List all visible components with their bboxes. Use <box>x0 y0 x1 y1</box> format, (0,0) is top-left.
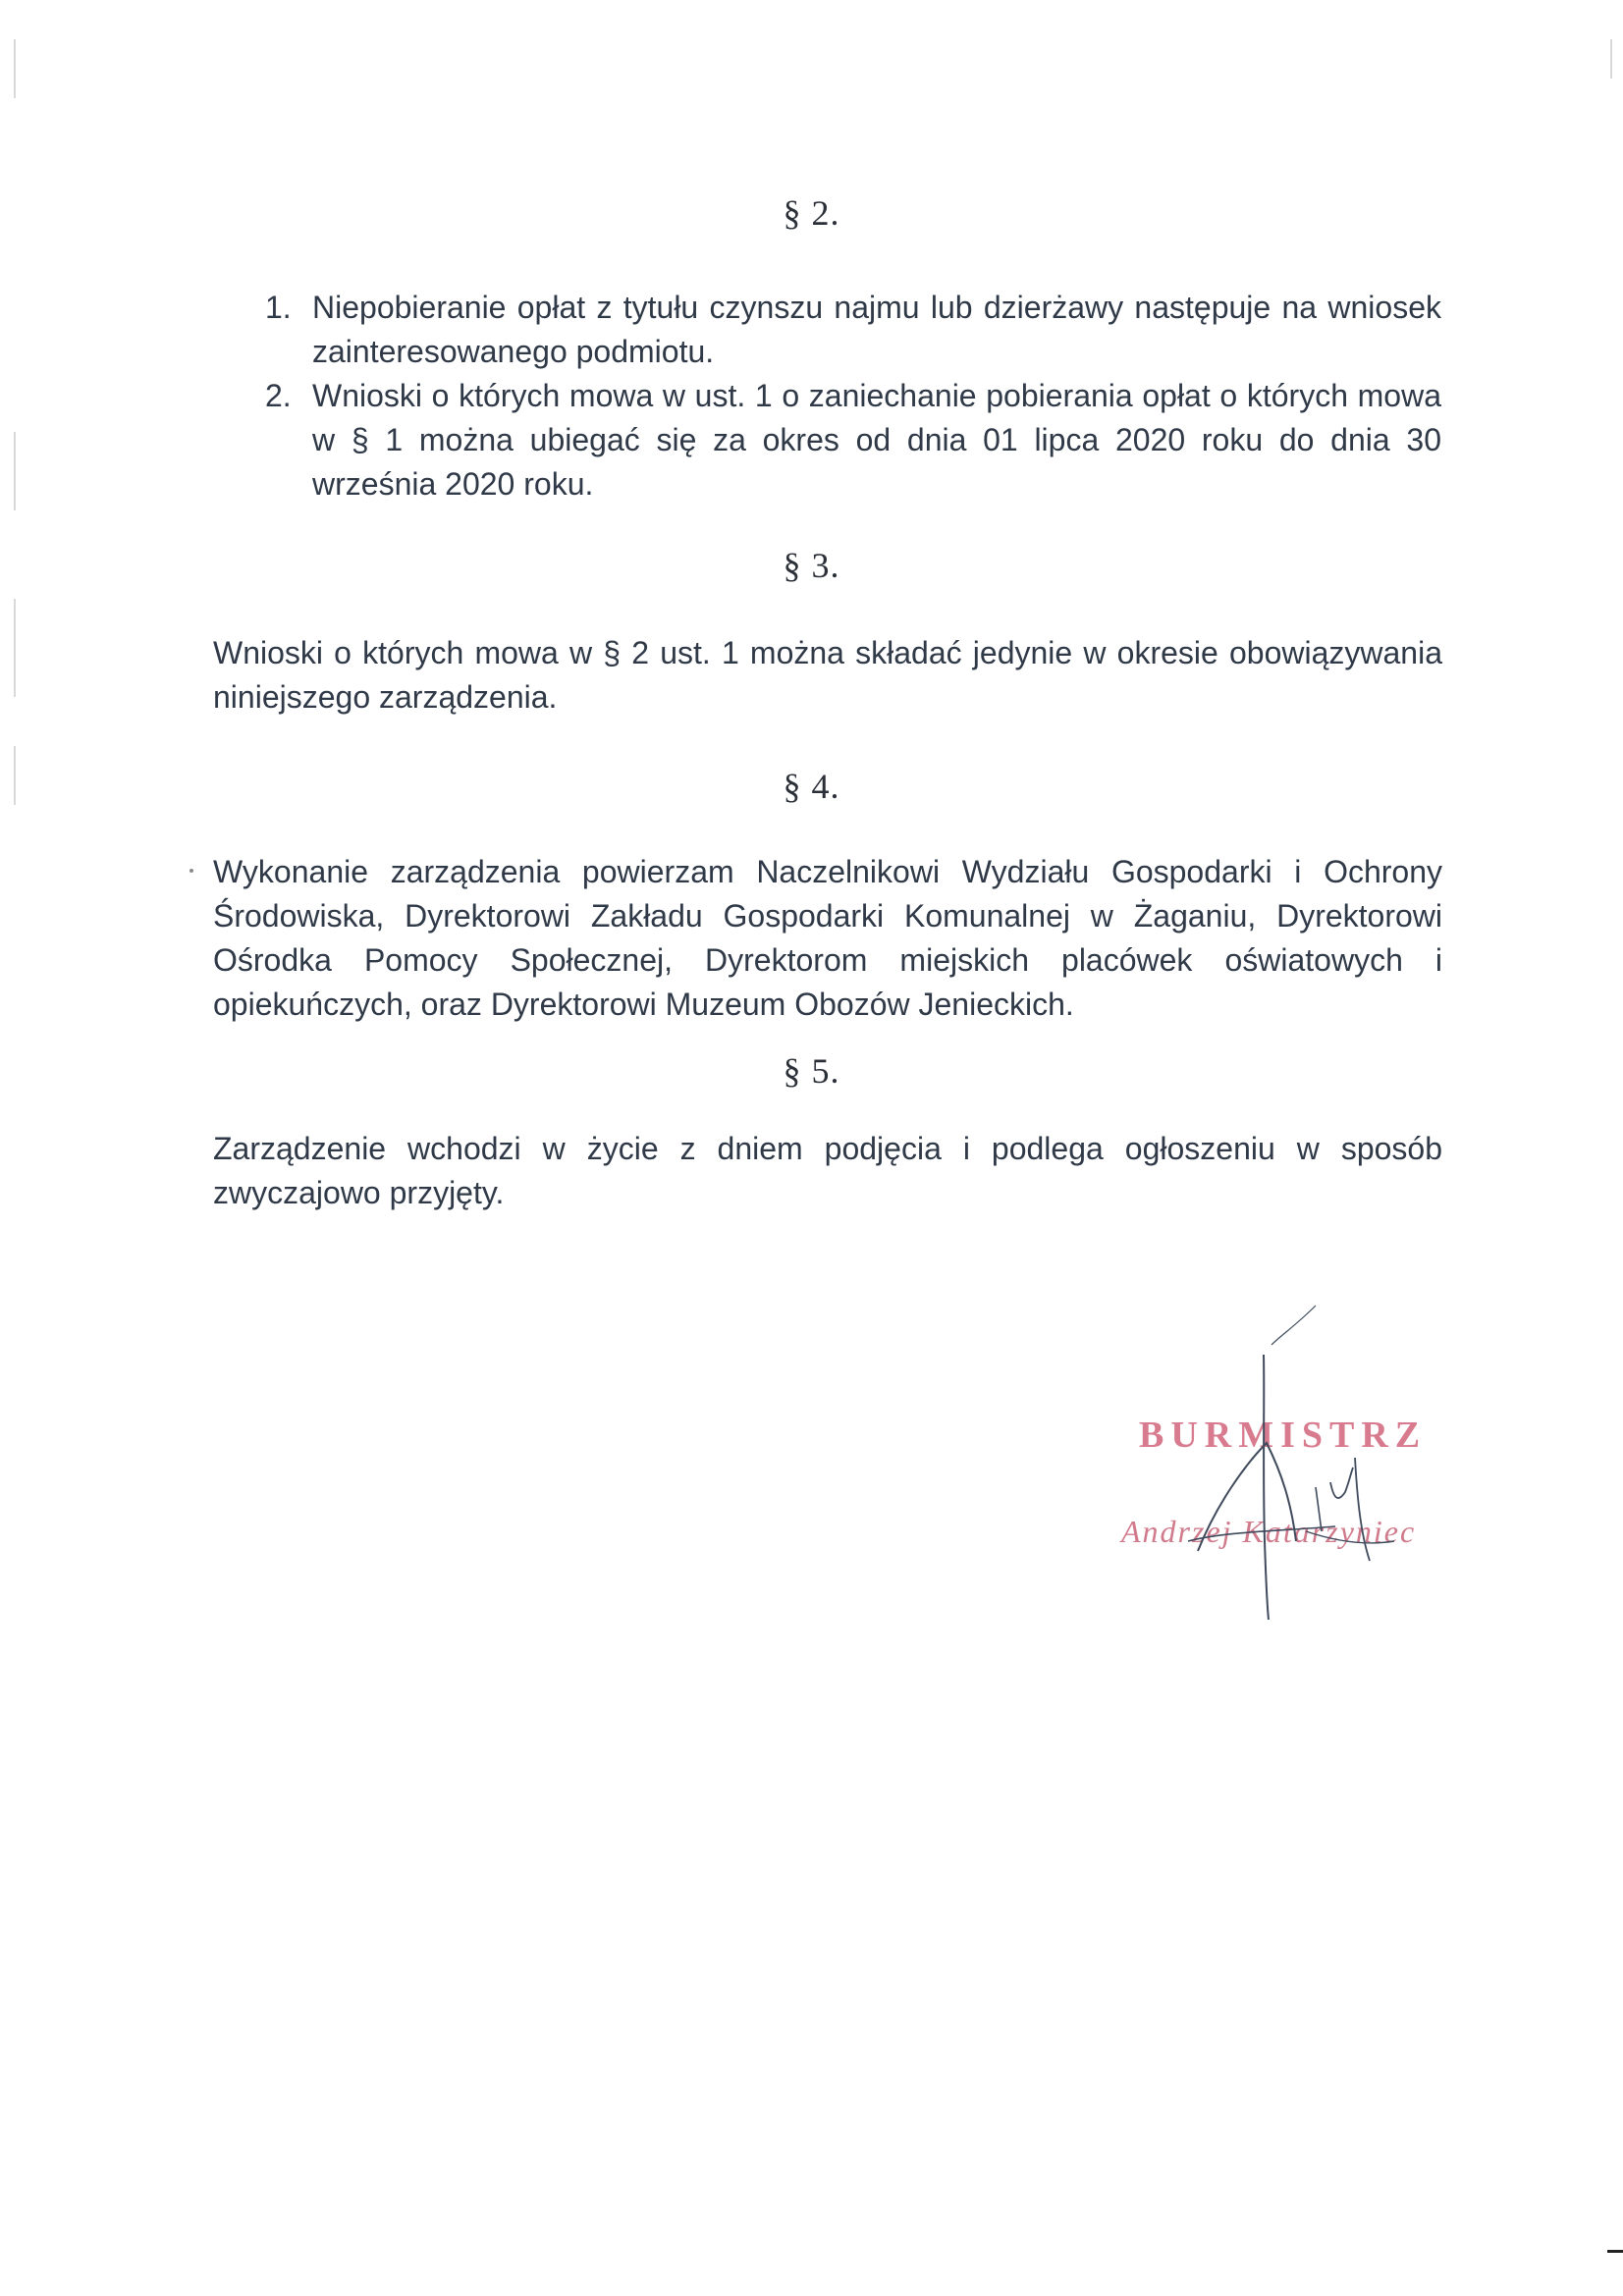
mayor-stamp <box>1109 1247 1502 1639</box>
section-5-paragraph: Zarządzenie wchodzi w życie z dniem podjęcia i podlega ogłoszeniu w sposób zwyczajowo przyjęty. <box>213 1131 1442 1210</box>
scan-edge-line <box>1610 39 1612 79</box>
scan-dot <box>189 869 193 873</box>
list-item <box>265 374 1441 507</box>
section-heading-5: § 5. <box>783 1051 840 1091</box>
list-item-text: Niepobieranie opłat z tytułu czynszu najmu lub dzierżawy następuje na wniosek zainteresowanego podmiotu. <box>312 290 1441 369</box>
section-heading-3: § 3. <box>783 546 840 585</box>
list-item-number: 1. <box>265 290 292 325</box>
section-heading-4: § 4. <box>783 767 840 806</box>
list-item <box>265 286 1441 374</box>
stamp-name: Andrzej Katarzyniec <box>1121 1514 1417 1549</box>
stamp-title: BURMISTRZ <box>1139 1415 1428 1456</box>
list-item-number: 2. <box>265 378 292 413</box>
scan-corner-mark <box>1607 2250 1623 2253</box>
list-item-text: Wnioski o których mowa w ust. 1 o zaniechanie pobierania opłat o których mowa w § 1 można ubiegać się za okres od dnia 01 lipca 2020 roku do dnia 30 września 2020 roku. <box>312 378 1441 502</box>
section-heading-2: § 2. <box>783 193 840 233</box>
section-4-paragraph: Wykonanie zarządzenia powierzam Naczelnikowi Wydziału Gospodarki i Ochrony Środowiska, Dyrektorowi Zakładu Gospodarki Komunalnej w Żaganiu, Dyrektorowi Ośrodka Pomocy Społecznej, Dyrektorom miejskich placówek oświatowych i opiekuńczych, oraz Dyrektorowi Muzeum Obozów Jenieckich. <box>213 854 1442 1022</box>
section-2-list <box>265 286 1441 507</box>
scan-edge-line <box>14 432 16 510</box>
handwritten-signature <box>1109 1247 1502 1639</box>
section-3-paragraph: Wnioski o których mowa w § 2 ust. 1 można składać jedynie w okresie obowiązywania niniejszego zarządzenia. <box>213 635 1442 715</box>
scan-edge-line <box>14 599 16 697</box>
scan-edge-line <box>14 39 16 98</box>
